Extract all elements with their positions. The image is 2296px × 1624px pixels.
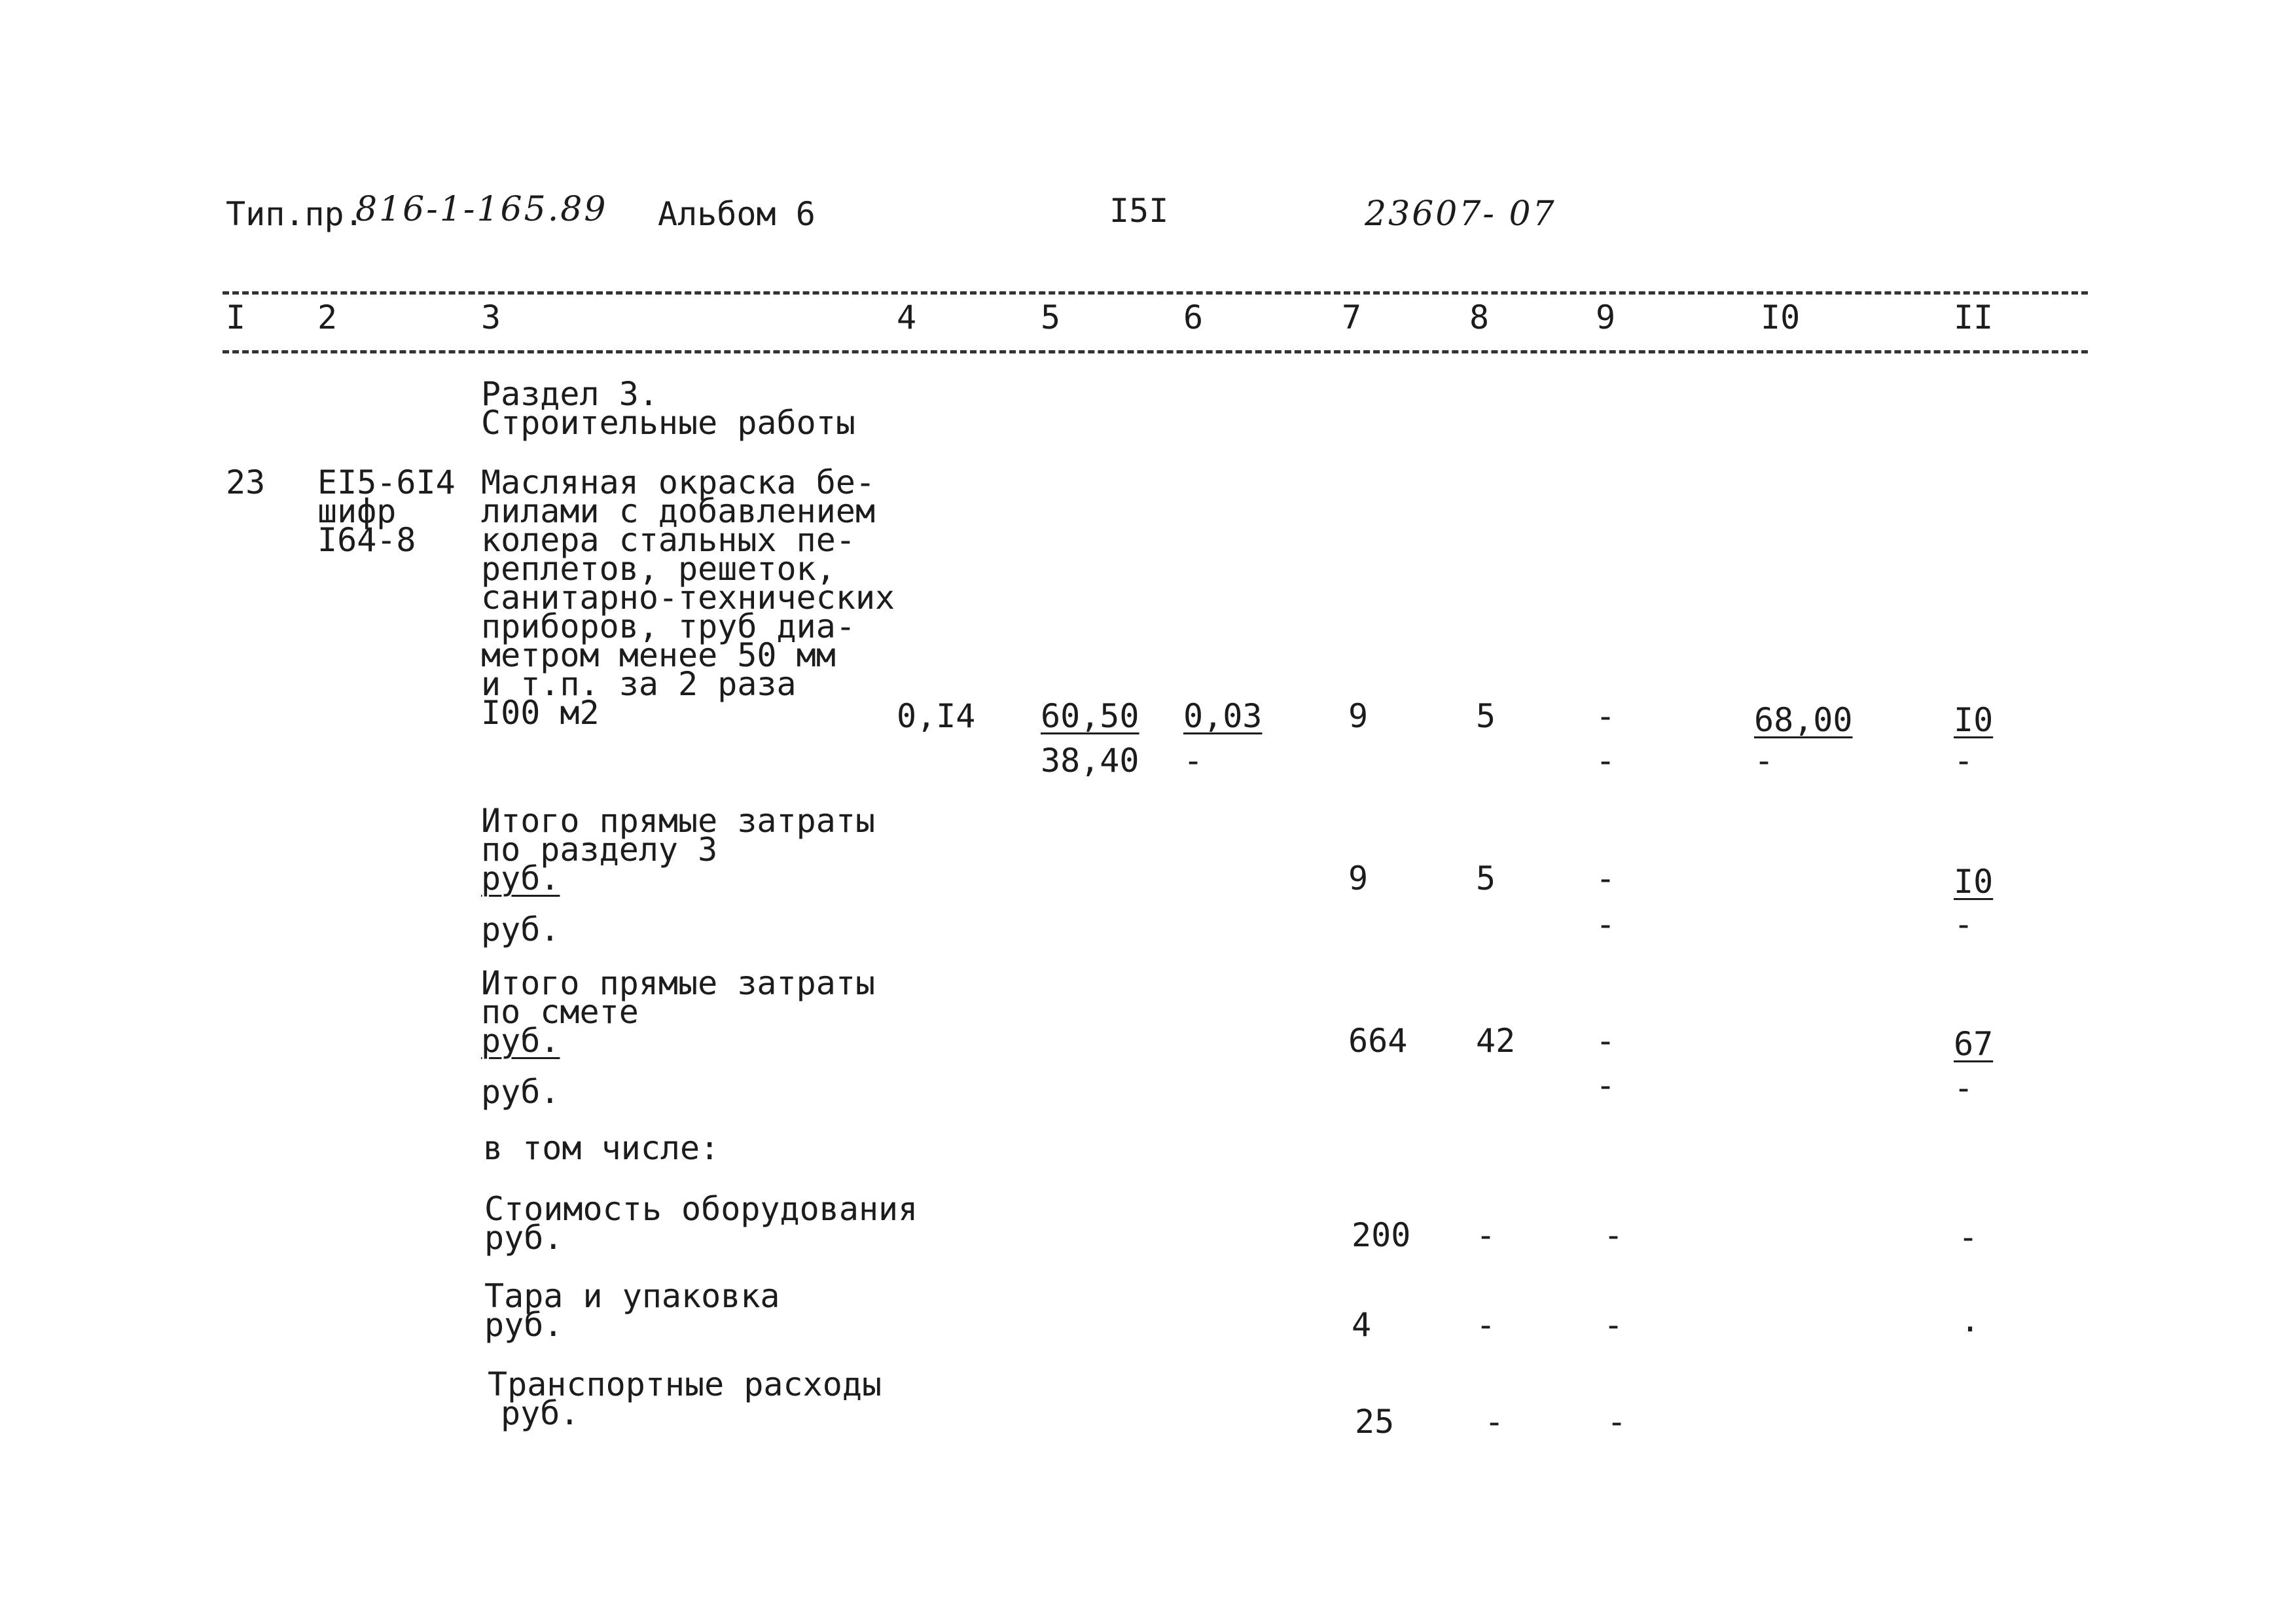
item-desc-line: метром менее 50 мм	[481, 636, 836, 674]
item-desc-line: и т.п. за 2 раза	[481, 665, 797, 703]
breakdown-unit: руб.	[484, 1306, 564, 1344]
section-subtitle: Строительные работы	[481, 404, 855, 442]
item-number: 23	[226, 463, 266, 501]
item-col9-bottom: -	[1596, 742, 1616, 780]
including-label: в том числе:	[483, 1129, 720, 1167]
col-6: 6	[1183, 298, 1204, 336]
header-rule-bottom	[223, 350, 2088, 353]
item-col6-top: 0,03	[1183, 697, 1263, 735]
breakdown-col8: -	[1476, 1306, 1496, 1344]
project-number: 816-1-165.89	[355, 190, 608, 229]
total-col7: 664	[1348, 1022, 1408, 1060]
col-10: I0	[1761, 298, 1801, 336]
subtotal-unit-1: руб.	[481, 859, 560, 897]
item-col6-bottom: -	[1183, 742, 1204, 780]
item-cipher: I64-8	[317, 521, 416, 559]
total-col11-top: 67	[1954, 1025, 1994, 1063]
item-col11-top: I0	[1954, 701, 1994, 739]
breakdown-col9: -	[1604, 1306, 1624, 1344]
breakdown-col7: 200	[1352, 1216, 1411, 1254]
item-unit: I00 м2	[481, 694, 600, 732]
col-1: I	[226, 298, 246, 336]
breakdown-col7: 4	[1352, 1306, 1372, 1344]
col-7: 7	[1342, 298, 1362, 336]
subtotal-col9-bottom: -	[1596, 905, 1616, 943]
breakdown-unit: руб.	[501, 1394, 580, 1432]
item-quantity: 0,I4	[897, 697, 976, 735]
subtotal-col8: 5	[1476, 859, 1496, 897]
subtotal-col9-top: -	[1596, 859, 1616, 897]
item-desc-line: колера стальных пе-	[481, 521, 855, 559]
item-unit-cost: 60,50	[1041, 697, 1139, 735]
total-unit-1: руб.	[481, 1022, 560, 1060]
subtotal-col11-bottom: -	[1954, 905, 1974, 943]
subtotal-col11-top: I0	[1954, 863, 1994, 901]
breakdown-col11: -	[1958, 1218, 1979, 1256]
item-cipher-label: шифр	[317, 492, 397, 530]
item-code: EI5-6I4	[317, 463, 456, 501]
total-line: Итого прямые затраты	[481, 964, 876, 1002]
breakdown-col7: 25	[1355, 1403, 1395, 1441]
item-desc-line: реплетов, решеток,	[481, 550, 836, 588]
col-3: 3	[481, 298, 501, 336]
subtotal-line: Итого прямые затраты	[481, 802, 876, 840]
item-col9-top: -	[1596, 697, 1616, 735]
item-desc-line: лилами с добавлением	[481, 492, 876, 530]
item-total-cost: 9	[1348, 697, 1369, 735]
breakdown-unit: руб.	[484, 1219, 564, 1257]
total-unit-2: руб.	[481, 1073, 560, 1111]
total-col9-bottom: -	[1596, 1066, 1616, 1104]
section-title: Раздел 3.	[481, 375, 658, 413]
breakdown-col11: .	[1960, 1301, 1981, 1339]
breakdown-col9: -	[1604, 1216, 1624, 1254]
breakdown-label: Тара и упаковка	[484, 1277, 780, 1315]
subtotal-col7: 9	[1348, 859, 1369, 897]
page-number: I5I	[1109, 192, 1169, 230]
subtotal-unit-2: руб.	[481, 911, 560, 948]
document-code: 23607- 07	[1365, 194, 1556, 234]
breakdown-label: Стоимость оборудования	[484, 1190, 918, 1228]
item-col10-top: 68,00	[1754, 701, 1853, 739]
breakdown-col9: -	[1607, 1403, 1627, 1441]
item-desc-line: Масляная окраска бе-	[481, 463, 876, 501]
item-desc-line: приборов, труб диа-	[481, 607, 855, 645]
album-label: Альбом 6	[658, 195, 816, 233]
col-4: 4	[897, 298, 917, 336]
item-col8: 5	[1476, 697, 1496, 735]
col-5: 5	[1041, 298, 1061, 336]
item-unit-wage: 38,40	[1041, 742, 1139, 780]
item-col11-bottom: -	[1954, 742, 1974, 780]
total-col9-top: -	[1596, 1022, 1616, 1060]
col-2: 2	[317, 298, 338, 336]
subtotal-line: по разделу 3	[481, 831, 718, 869]
breakdown-col8: -	[1476, 1216, 1496, 1254]
total-col11-bottom: -	[1954, 1069, 1974, 1107]
item-col10-bottom: -	[1754, 742, 1774, 780]
col-9: 9	[1596, 298, 1616, 336]
header-prefix: Тип.пр.	[226, 195, 364, 233]
item-desc-line: санитарно-технических	[481, 579, 895, 617]
breakdown-label: Транспортные расходы	[488, 1365, 882, 1403]
header-rule-top	[223, 291, 2088, 295]
total-col8: 42	[1476, 1022, 1516, 1060]
col-11: II	[1954, 298, 1994, 336]
total-line: по смете	[481, 993, 639, 1031]
breakdown-col8: -	[1484, 1403, 1505, 1441]
col-8: 8	[1469, 298, 1490, 336]
